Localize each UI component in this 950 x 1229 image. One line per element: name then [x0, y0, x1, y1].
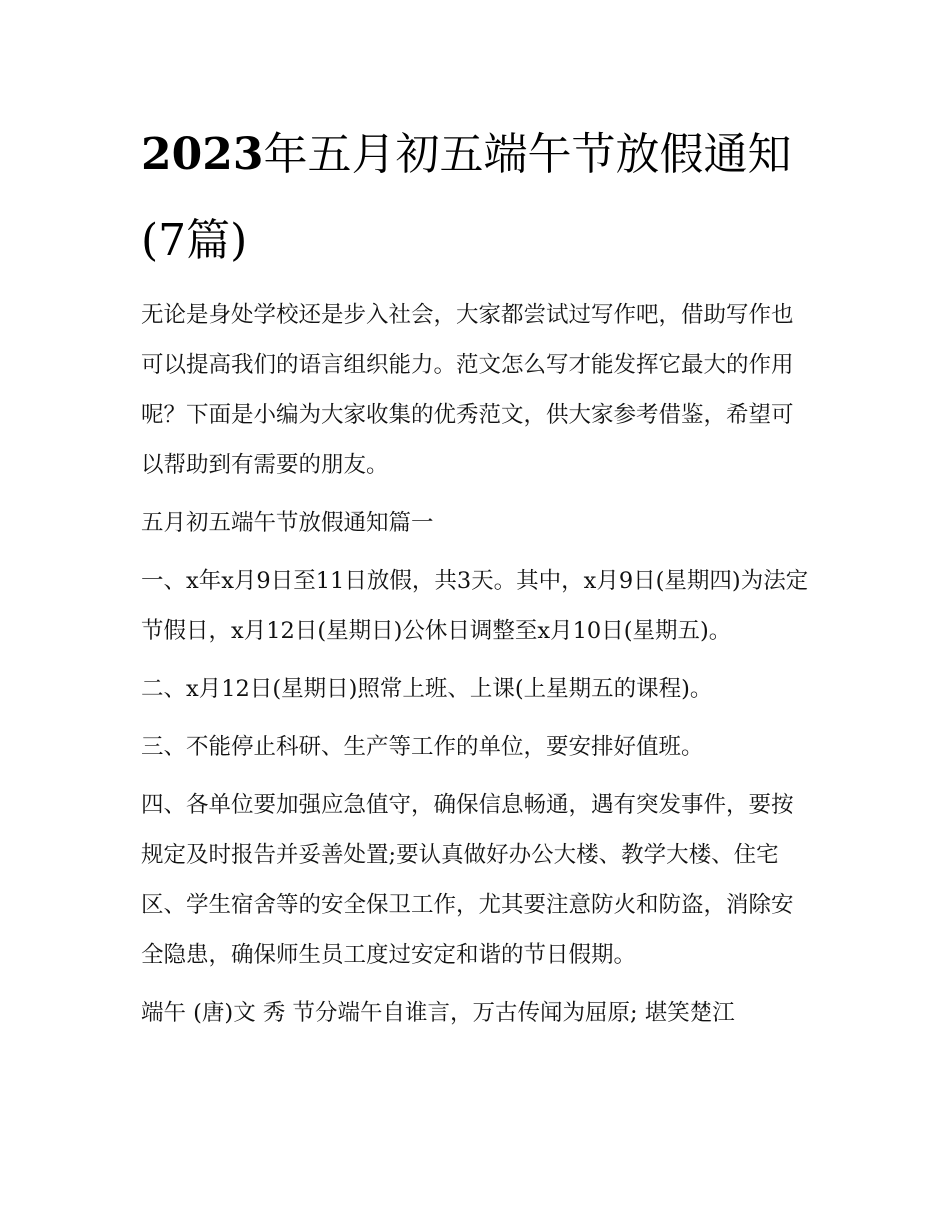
- notice-item-4: 四、各单位要加强应急值守，确保信息畅通，遇有突发事件，要按规定及时报告并妥善处置;要认真做好办公大楼、教学大楼、住宅区、学生宿舍等的安全保卫工作，尤其要注意防火和防盗，消除安全隐患，确保师生员工度过安定和谐的节日假期。: [141, 792, 794, 968]
- notice-item-2: 二、x月12日(星期日)照常上班、上课(上星期五的课程)。: [141, 676, 713, 702]
- document-page: [141, 112, 813, 1046]
- title-year: 2023: [141, 129, 264, 180]
- notice-item-3: 三、不能停止科研、生产等工作的单位，要安排好值班。: [141, 734, 704, 760]
- poem-line: 端午 (唐)文 秀 节分端午自谁言，万古传闻为屈原; 堪笑楚江: [141, 1000, 735, 1026]
- section-heading: 五月初五端午节放假通知篇一: [141, 510, 434, 536]
- document-title: [141, 112, 813, 284]
- notice-item-1: 一、x年x月9日至11日放假，共3天。其中，x月9日(星期四)为法定节假日，x月12日(星期日)公休日调整至x月10日(星期五)。: [141, 568, 809, 644]
- intro-paragraph: 无论是身处学校还是步入社会，大家都尝试过写作吧，借助写作也可以提高我们的语言组织能力。范文怎么写才能发挥它最大的作用呢？下面是小编为大家收集的优秀范文，供大家参考借鉴，希望可以帮助到有需要的朋友。: [141, 302, 794, 478]
- title-text: 年五月初五端午节放假通知(7篇): [141, 129, 792, 266]
